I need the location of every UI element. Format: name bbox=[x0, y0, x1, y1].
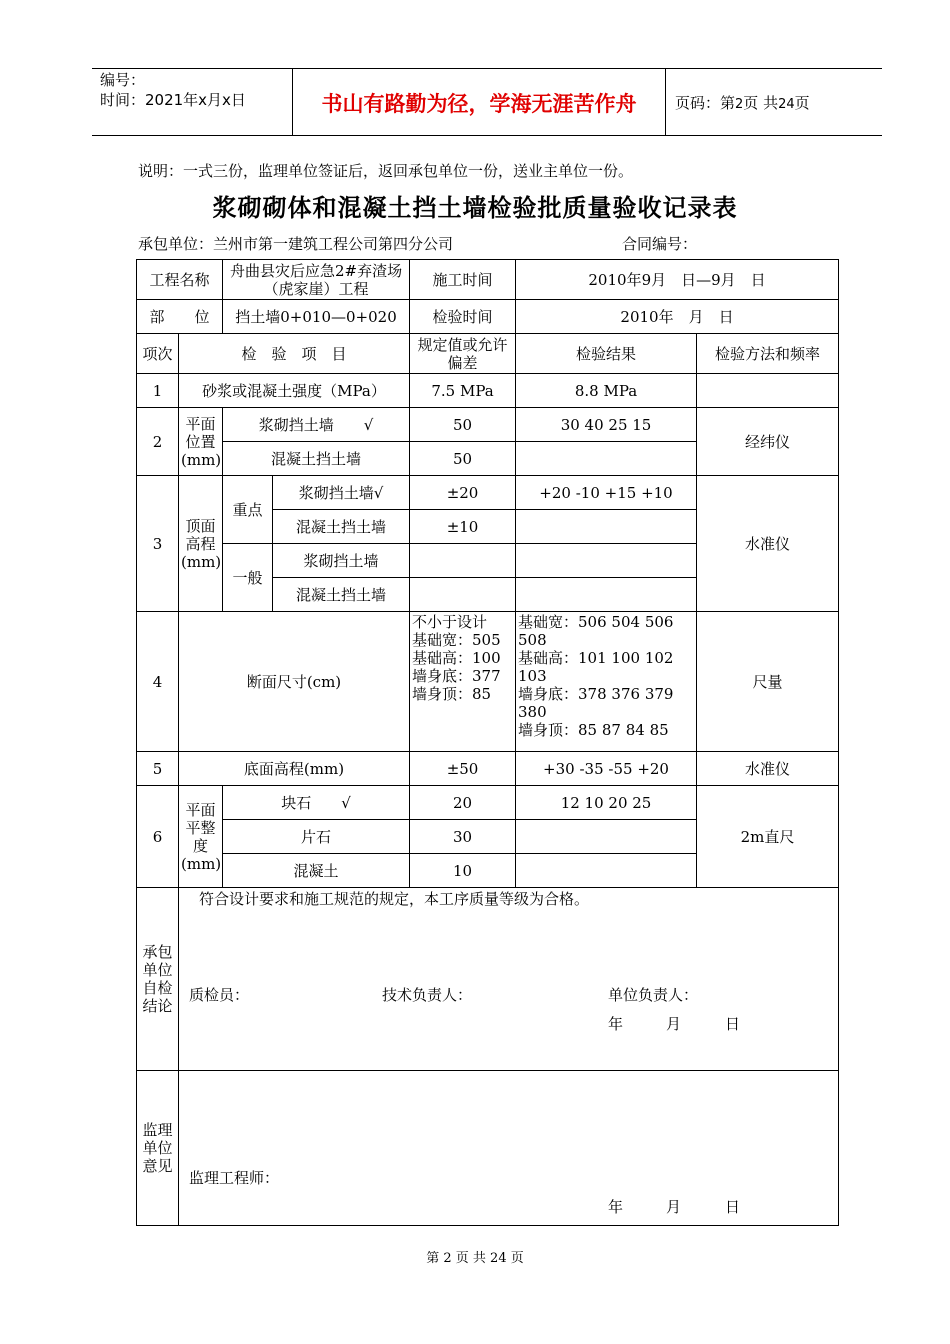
page-total: 24 bbox=[778, 97, 795, 112]
unit-label: 单位负责人： bbox=[608, 986, 699, 1004]
row-result bbox=[516, 854, 697, 888]
project-name-label: 工程名称 bbox=[137, 260, 223, 300]
row-standard: ±20 bbox=[410, 476, 516, 510]
project-name-value: 舟曲县灾后应急2#弃渣场（虎家崖）工程 bbox=[223, 260, 410, 300]
table-row bbox=[137, 786, 839, 820]
header-meta bbox=[100, 70, 246, 110]
col-standard: 规定值或允许偏差 bbox=[410, 334, 516, 374]
construct-time-label: 施工时间 bbox=[410, 260, 516, 300]
normal-category: 一般 bbox=[223, 544, 273, 612]
std-line: 不小于设计 bbox=[412, 613, 488, 631]
page-prefix: 页码：第 bbox=[675, 94, 736, 112]
row-result: 8.8 MPa bbox=[516, 374, 697, 408]
row-no: 5 bbox=[137, 752, 179, 786]
self-check-content bbox=[179, 888, 839, 1071]
row-standard bbox=[410, 578, 516, 612]
row-item: 混凝土挡土墙 bbox=[223, 442, 410, 476]
part-value: 挡土墙0+010—0+020 bbox=[223, 300, 410, 334]
row-method: 水准仪 bbox=[697, 476, 839, 612]
document-title: 浆砌砌体和混凝土挡土墙检验批质量验收记录表 bbox=[212, 193, 738, 222]
header-top-rule bbox=[92, 68, 882, 69]
row-group: 顶面高程(mm) bbox=[179, 476, 223, 612]
row-item: 断面尺寸(cm) bbox=[179, 612, 410, 752]
info-row-part bbox=[137, 300, 839, 334]
supervision-content bbox=[179, 1071, 839, 1226]
std-line: 基础高：100 bbox=[412, 649, 501, 667]
row-result bbox=[516, 578, 697, 612]
row-result: +20 -10 +15 +10 bbox=[516, 476, 697, 510]
row-method: 经纬仪 bbox=[697, 408, 839, 476]
row-result: 12 10 20 25 bbox=[516, 786, 697, 820]
row-item: 浆砌挡土墙 bbox=[273, 544, 410, 578]
page-suffix: 页 bbox=[794, 94, 810, 112]
row-result bbox=[516, 820, 697, 854]
row-standard: 50 bbox=[410, 408, 516, 442]
self-check-statement: 符合设计要求和施工规范的规定，本工序质量等级为合格。 bbox=[199, 890, 590, 908]
row-item: 混凝土挡土墙 bbox=[273, 578, 410, 612]
column-header-row bbox=[137, 334, 839, 374]
row-method: 水准仪 bbox=[697, 752, 839, 786]
self-check-label: 承包单位自检结论 bbox=[137, 888, 179, 1071]
self-check-month: 月 bbox=[666, 1015, 682, 1033]
table-row bbox=[137, 752, 839, 786]
self-check-day: 日 bbox=[725, 1015, 741, 1033]
row-item: 块石 √ bbox=[223, 786, 410, 820]
row-item: 底面高程(mm) bbox=[179, 752, 410, 786]
header-page-number bbox=[675, 92, 810, 113]
row-item: 砂浆或混凝土强度（MPa） bbox=[179, 374, 410, 408]
qc-label: 质检员： bbox=[189, 986, 250, 1004]
engineer-label: 监理工程师： bbox=[189, 1169, 280, 1187]
supervision-day: 日 bbox=[725, 1198, 741, 1216]
std-line: 墙身顶：85 bbox=[412, 685, 492, 703]
header-motto: 书山有路勤为径，学海无涯苦作舟 bbox=[321, 92, 637, 116]
row-no: 3 bbox=[137, 476, 179, 612]
row-standard: 10 bbox=[410, 854, 516, 888]
row-item: 混凝土挡土墙 bbox=[273, 510, 410, 544]
supervision-month: 月 bbox=[666, 1198, 682, 1216]
row-no: 2 bbox=[137, 408, 179, 476]
row-standard: 30 bbox=[410, 820, 516, 854]
row-item: 浆砌挡土墙 √ bbox=[223, 408, 410, 442]
inspect-time-label: 检验时间 bbox=[410, 300, 516, 334]
supervision-row bbox=[137, 1071, 839, 1226]
row-result: 30 40 25 15 bbox=[516, 408, 697, 442]
row-standard: ±50 bbox=[410, 752, 516, 786]
row-item: 混凝土 bbox=[223, 854, 410, 888]
page-footer: 第 2 页 共 24 页 bbox=[426, 1251, 524, 1266]
row-method: 2m直尺 bbox=[697, 786, 839, 888]
time-label: 时间：2021年x月x日 bbox=[100, 91, 246, 109]
row-result bbox=[516, 442, 697, 476]
construct-time-value: 2010年9月 日—9月 日 bbox=[516, 260, 839, 300]
table-row bbox=[137, 612, 839, 752]
row-standard bbox=[410, 544, 516, 578]
distribution-note: 说明：一式三份，监理单位签证后，返回承包单位一份，送业主单位一份。 bbox=[138, 162, 634, 180]
row-no: 6 bbox=[137, 786, 179, 888]
table-row bbox=[137, 374, 839, 408]
row-result bbox=[516, 510, 697, 544]
row-standard bbox=[410, 612, 516, 752]
col-result: 检验结果 bbox=[516, 334, 697, 374]
result-line: 基础宽：506 504 506 508 bbox=[518, 613, 674, 649]
row-group: 平面平整度(mm) bbox=[179, 786, 223, 888]
header-divider-right bbox=[665, 68, 666, 136]
row-standard: 7.5 MPa bbox=[410, 374, 516, 408]
row-no: 4 bbox=[137, 612, 179, 752]
inspect-time-value: 2010年 月 日 bbox=[516, 300, 839, 334]
row-result bbox=[516, 544, 697, 578]
table-row bbox=[137, 476, 839, 510]
inspection-record-table bbox=[136, 259, 839, 1226]
row-standard: 50 bbox=[410, 442, 516, 476]
table-row bbox=[137, 408, 839, 442]
std-line: 基础宽：505 bbox=[412, 631, 501, 649]
row-standard: 20 bbox=[410, 786, 516, 820]
row-group: 平面位置(mm) bbox=[179, 408, 223, 476]
contract-number-label: 合同编号： bbox=[622, 235, 698, 253]
std-line: 墙身底：377 bbox=[412, 667, 501, 685]
col-no: 项次 bbox=[137, 334, 179, 374]
self-check-year: 年 bbox=[608, 1015, 624, 1033]
tech-label: 技术负责人： bbox=[382, 986, 473, 1004]
info-row-project bbox=[137, 260, 839, 300]
row-no: 1 bbox=[137, 374, 179, 408]
result-line: 基础高：101 100 102 103 bbox=[518, 649, 674, 685]
row-method: 尺量 bbox=[697, 612, 839, 752]
supervision-year: 年 bbox=[608, 1198, 624, 1216]
supervision-label: 监理单位意见 bbox=[137, 1071, 179, 1226]
contractor-line: 承包单位：兰州市第一建筑工程公司第四分公司 bbox=[138, 235, 454, 253]
row-item: 片石 bbox=[223, 820, 410, 854]
col-item: 检 验 项 目 bbox=[179, 334, 410, 374]
key-category: 重点 bbox=[223, 476, 273, 544]
row-item: 浆砌挡土墙√ bbox=[273, 476, 410, 510]
row-standard: ±10 bbox=[410, 510, 516, 544]
serial-label: 编号： bbox=[100, 71, 146, 89]
part-label: 部 位 bbox=[137, 300, 223, 334]
result-line: 墙身顶：85 87 84 85 bbox=[518, 721, 669, 739]
page-num: 2 bbox=[735, 97, 744, 112]
result-line: 墙身底：378 376 379 380 bbox=[518, 685, 674, 721]
self-check-row bbox=[137, 888, 839, 1071]
row-method bbox=[697, 374, 839, 408]
row-result bbox=[516, 612, 697, 752]
row-result: +30 -35 -55 +20 bbox=[516, 752, 697, 786]
col-method: 检验方法和频率 bbox=[697, 334, 839, 374]
page-mid: 页 共 bbox=[743, 94, 779, 112]
